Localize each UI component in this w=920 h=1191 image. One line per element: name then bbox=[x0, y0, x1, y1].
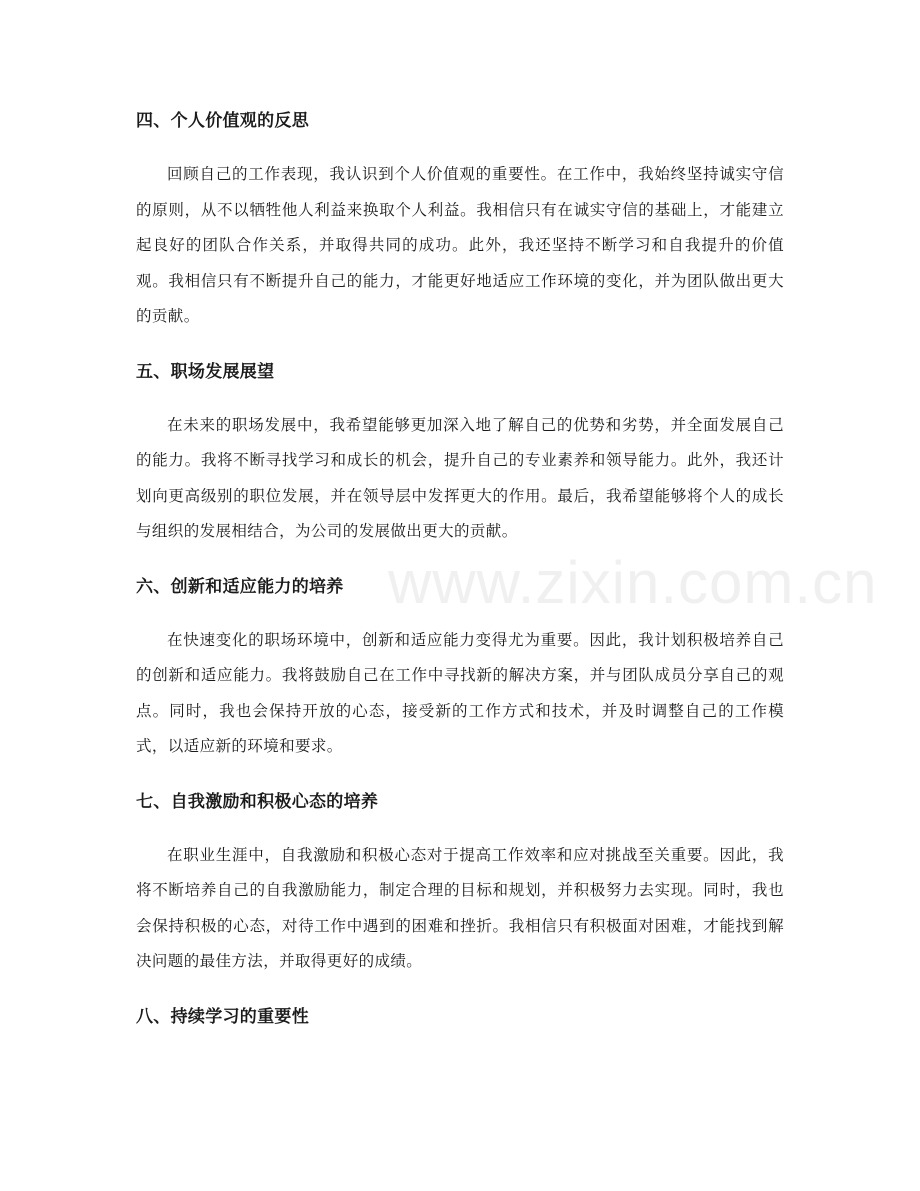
section-body-values: 回顾自己的工作表现，我认识到个人价值观的重要性。在工作中，我始终坚持诚实守信的原则，从不以牺牲他人利益来换取个人利益。我相信只有在诚实守信的基础上，才能建立起良好的团队合作关系，并取得共同的成功。此外，我还坚持不断学习和自我提升的价值观。我相信只有不断提升自己的能力，才能更好地适应工作环境的变化，并为团队做出更大的贡献。 bbox=[136, 165, 784, 325]
watermark: www.zixin.com.cn bbox=[388, 549, 878, 616]
section-body-innovation: 在快速变化的职场环境中，创新和适应能力变得尤为重要。因此，我计划积极培养自己的创新和适应能力。我将鼓励自己在工作中寻找新的解决方案，并与团队成员分享自己的观点。同时，我也会保持开放的心态，接受新的工作方式和技术，并及时调整自己的工作模式，以适应新的环境和要求。 bbox=[136, 630, 784, 755]
section-heading-innovation: 六、创新和适应能力的培养 bbox=[136, 576, 344, 597]
section-body-career-outlook: 在未来的职场发展中，我希望能够更加深入地了解自己的优势和劣势，并全面发展自己的能力。我将不断寻找学习和成长的机会，提升自己的专业素养和领导能力。此外，我还计划向更高级别的职位发展，并在领导层中发挥更大的作用。最后，我希望能够将个人的成长与组织的发展相结合，为公司的发展做出更大的贡献。 bbox=[136, 415, 784, 540]
section-heading-career-outlook: 五、职场发展展望 bbox=[136, 361, 275, 382]
section-heading-continuous-learning: 八、持续学习的重要性 bbox=[136, 1006, 309, 1027]
section-body-motivation: 在职业生涯中，自我激励和积极心态对于提高工作效率和应对挑战至关重要。因此，我将不断培养自己的自我激励能力，制定合理的目标和规划，并积极努力去实现。同时，我也会保持积极的心态，对待工作中遇到的困难和挫折。我相信只有积极面对困难，才能找到解决问题的最佳方法，并取得更好的成绩。 bbox=[136, 845, 784, 970]
section-heading-motivation: 七、自我激励和积极心态的培养 bbox=[136, 791, 379, 812]
section-heading-values: 四、个人价值观的反思 bbox=[136, 111, 309, 131]
